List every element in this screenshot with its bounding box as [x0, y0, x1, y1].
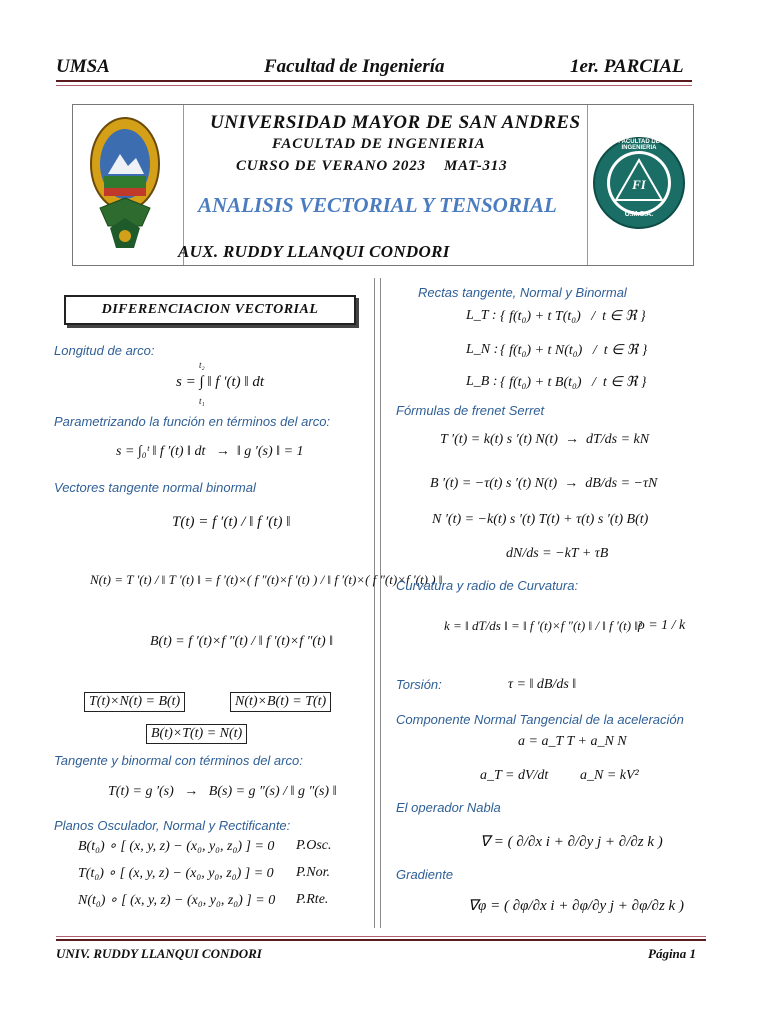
arc-upper-limit: t₂: [199, 360, 205, 370]
line-t-eq: { f(t₀) + t T(t₀) / t ∈ ℜ }: [500, 309, 646, 324]
course-line: CURSO DE VERANO 2023 MAT-313: [236, 158, 508, 174]
subject-title: ANALISIS VECTORIAL Y TENSORIAL: [198, 193, 557, 217]
arc-length-eq: s = ∫ ‖ f ′(t) ‖ dt: [176, 374, 265, 390]
lines-label: Rectas tangente, Normal y Binormal: [418, 285, 627, 300]
footer-rule: [56, 939, 706, 941]
cross-product-btn: B(t)×T(t) = N(t): [146, 724, 247, 744]
planes-label: Planos Osculador, Normal y Rectificante:: [54, 818, 291, 833]
accel-normal-eq: a_N = kV²: [580, 768, 639, 783]
plane-osc-name: P.Osc.: [296, 838, 332, 853]
binormal-eq: B(t) = f ′(t)×f ″(t) / ‖ f ′(t)×f ″(t) ‖: [150, 634, 334, 649]
footer-left: UNIV. RUDDY LLANQUI CONDORI: [56, 946, 262, 961]
line-n-eq: { f(t₀) + t N(t₀) / t ∈ ℜ }: [500, 343, 648, 358]
plane-nor-eq: T(t₀) ∘ [ (x, y, z) − (x₀, y₀, z₀) ] = 0: [78, 866, 274, 881]
frenet-eq-1: T ′(t) = k(t) s ′(t) N(t) → dT/ds = kN: [440, 432, 650, 447]
cross-product-nbt: N(t)×B(t) = T(t): [230, 692, 331, 712]
gradient-eq: ∇φ = ( ∂φ/∂x i + ∂φ/∂y j + ∂φ/∂z k ): [468, 898, 684, 914]
line-t-sub: L_T :: [466, 308, 497, 323]
plane-osc-eq: B(t₀) ∘ [ (x, y, z) − (x₀, y₀, z₀) ] = 0: [78, 839, 275, 854]
arc-terms-label: Tangente y binormal con términos del arco:: [54, 753, 303, 768]
accel-label: Componente Normal Tangencial de la aceleración: [396, 712, 684, 727]
radius-eq: ρ = 1 / k: [638, 618, 686, 633]
frenet-label: Fórmulas de frenet Serret: [396, 403, 545, 418]
faculty-name: FACULTAD DE INGENIERIA: [272, 136, 486, 152]
nabla-eq: ∇ = ( ∂/∂x i + ∂/∂y j + ∂/∂z k ): [480, 834, 663, 850]
plane-nor-name: P.Nor.: [296, 865, 330, 880]
frenet-eq-2: B ′(t) = −τ(t) s ′(t) N(t) → dB/ds = −τN: [430, 476, 658, 491]
torsion-eq: τ = ‖ dB/ds ‖: [508, 677, 577, 692]
nabla-label: El operador Nabla: [396, 800, 501, 815]
arc-lower-limit: t₁: [199, 396, 205, 406]
curvature-label: Curvatura y radio de Curvatura:: [396, 578, 579, 593]
gradient-label: Gradiente: [396, 867, 454, 882]
frenet-eq-4: dN/ds = −kT + τB: [506, 546, 609, 561]
arc-terms-eq: T(t) = g ′(s) → B(s) = g ″(s) / ‖ g ″(s) ‖: [108, 784, 337, 799]
line-b-eq: { f(t₀) + t B(t₀) / t ∈ ℜ }: [500, 375, 647, 390]
footer-page-number: Página 1: [648, 946, 697, 961]
torsion-label: Torsión:: [396, 677, 442, 692]
header-rule: [56, 80, 692, 82]
plane-rte-name: P.Rte.: [296, 892, 329, 907]
faculty-logo-initials: FI: [632, 177, 646, 192]
cross-product-tnb: T(t)×N(t) = B(t): [84, 692, 185, 712]
header-left: UMSA: [56, 56, 110, 77]
column-separator: [374, 278, 381, 928]
university-crest-logo: [86, 110, 164, 258]
faculty-logo-bottom: U.M.S.A.: [624, 211, 654, 218]
accel-eq: a = a_T T + a_N N: [518, 734, 627, 749]
author-line: AUX. RUDDY LLANQUI CONDORI: [178, 242, 450, 261]
arc-length-label: Longitud de arco:: [54, 343, 155, 358]
header-rule-thin: [56, 85, 692, 86]
header-right: 1er. PARCIAL: [570, 56, 684, 77]
curvature-eq: k = ‖ dT/ds ‖ = ‖ f ′(t)×f ″(t) ‖ / ‖ f ′(t) ‖³: [444, 618, 642, 633]
param-eq: s = ∫₀ᵗ ‖ f ′(t) ‖ dt → ‖ g ′(s) ‖ = 1: [116, 444, 304, 459]
line-b-sub: L_B :: [466, 374, 498, 389]
university-name: UNIVERSIDAD MAYOR DE SAN ANDRES: [210, 112, 581, 133]
param-label: Parametrizando la función en términos del arco:: [54, 414, 331, 429]
accel-tangential-eq: a_T = dV/dt: [480, 768, 549, 783]
frenet-eq-3: N ′(t) = −k(t) s ′(t) T(t) + τ(t) s ′(t) B(t): [432, 512, 649, 527]
tnb-label: Vectores tangente normal binormal: [54, 480, 256, 495]
section-title: DIFERENCIACION VECTORIAL: [64, 295, 356, 325]
tangent-eq: T(t) = f ′(t) / ‖ f ′(t) ‖: [172, 514, 291, 530]
line-n-sub: L_N :: [466, 342, 499, 357]
faculty-logo-text: FACULTAD DE INGENIERIA: [618, 139, 660, 151]
header-center: Facultad de Ingeniería: [264, 56, 445, 77]
normal-eq: N(t) = T ′(t) / ‖ T ′(t) ‖ = f ′(t)×( f ″(t)×f ′(t) ) / ‖ f ′(t)×( f ″(t)×f ′(t) ) ‖: [90, 572, 443, 587]
footer-rule-thin: [56, 936, 706, 937]
plane-rte-eq: N(t₀) ∘ [ (x, y, z) − (x₀, y₀, z₀) ] = 0: [78, 893, 276, 908]
